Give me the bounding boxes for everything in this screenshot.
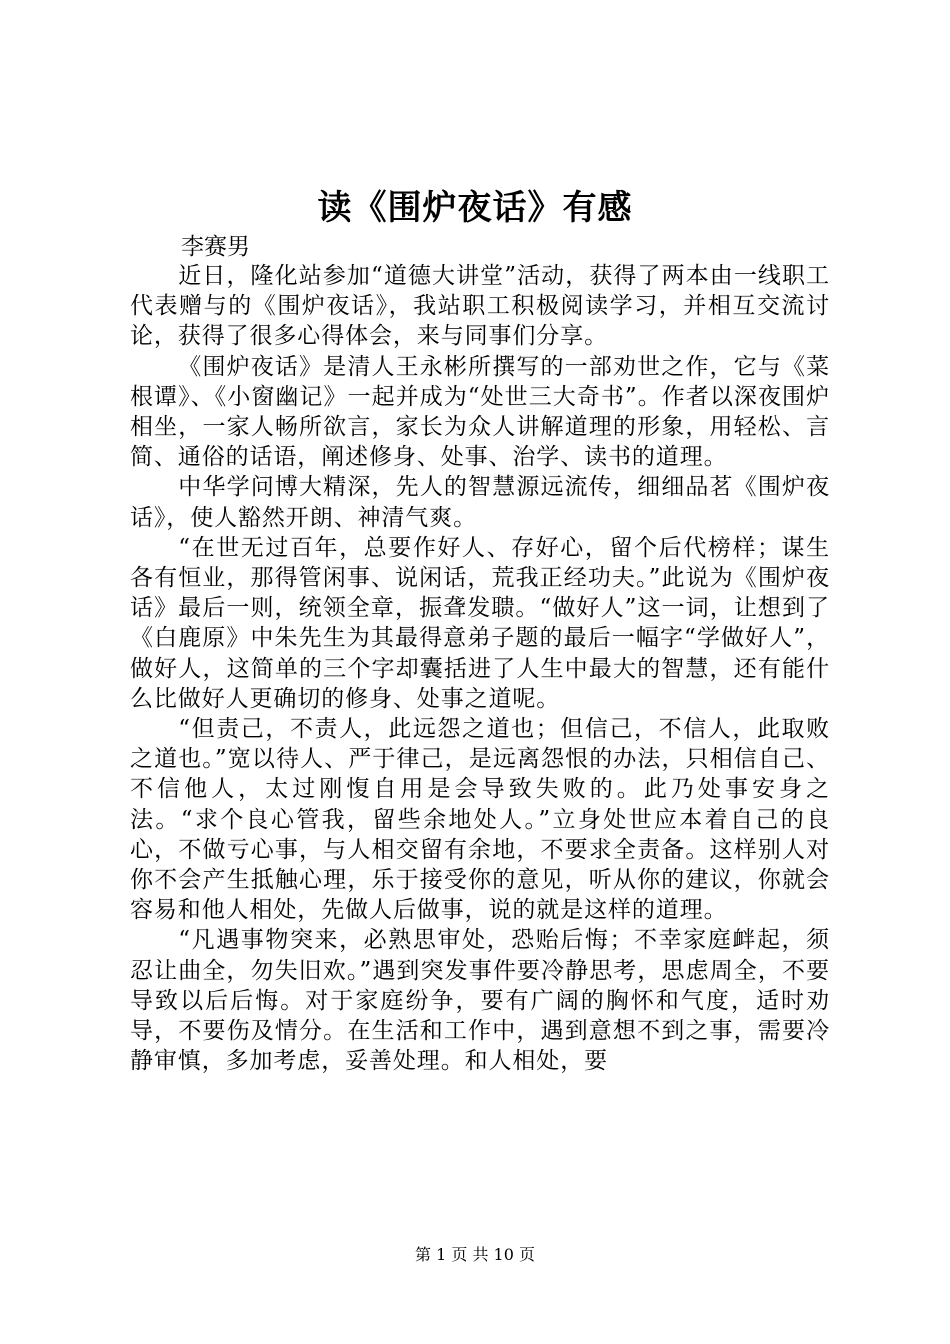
- paragraph: 中华学问博大精深，先人的智慧源远流传，细细品茗《围炉夜话》，使人豁然开朗、神清气爽。: [130, 474, 830, 531]
- author-name: 李赛男: [181, 234, 250, 260]
- paragraph: “在世无过百年，总要作好人、存好心，留个后代榜样；谋生各有恒业，那得管闲事、说闲话，荒我正经功夫。”此说为《围炉夜话》最后一则，统领全章，振聋发聩。“做好人”这一词，让想到了《白鹿原》中朱先生为其最得意弟子题的最后一幅字“学做好人”，做好人，这简单的三个字却囊括进了人生中最大的智慧，还有能什么比做好人更确切的修身、处事之道呢。: [130, 534, 830, 712]
- document-title: 读《围炉夜话》有感: [317, 188, 633, 228]
- paragraph: 《围炉夜话》是清人王永彬所撰写的一部劝世之作，它与《菜根谭》、《小窗幽记》一起并成为“处世三大奇书”。作者以深夜围炉相坐，一家人畅所欲言，家长为众人讲解道理的形象，用轻松、言简、通俗的话语，阐述修身、处事、治学、读书的道理。: [130, 353, 830, 471]
- paragraph: 近日，隆化站参加“道德大讲堂”活动，获得了两本由一线职工代表赠与的《围炉夜话》，我站职工积极阅读学习，并相互交流讨论，获得了很多心得体会，来与同事们分享。: [130, 263, 830, 350]
- paragraph: “凡遇事物突来，必熟思审处，恐贻后悔；不幸家庭衅起，须忍让曲全，勿失旧欢。”遇到突发事件要冷静思考，思虑周全，不要导致以后后悔。对于家庭纷争，要有广阔的胸怀和气度，适时劝导，不要伤及情分。在生活和工作中，遇到意想不到之事，需要冷静审慎，多加考虑，妥善处理。和人相处，要: [130, 927, 830, 1075]
- article-body: [130, 261, 830, 1076]
- paragraph: “但责己，不责人，此远怨之道也；但信己，不信人，此取败之道也。”宽以待人、严于律己，是远离怨恨的办法，只相信自己、不信他人，太过刚愎自用是会导致失败的。此乃处事安身之法。“求个良心管我，留些余地处人。”立身处世应本着自己的良心，不做亏心事，与人相交留有余地，不要求全责备。这样别人对你不会产生抵触心理，乐于接受你的意见，听从你的建议，你就会容易和他人相处，先做人后做事，说的就是这样的道理。: [130, 716, 830, 924]
- page-number-footer: 第 1 页 共 10 页: [415, 1245, 535, 1264]
